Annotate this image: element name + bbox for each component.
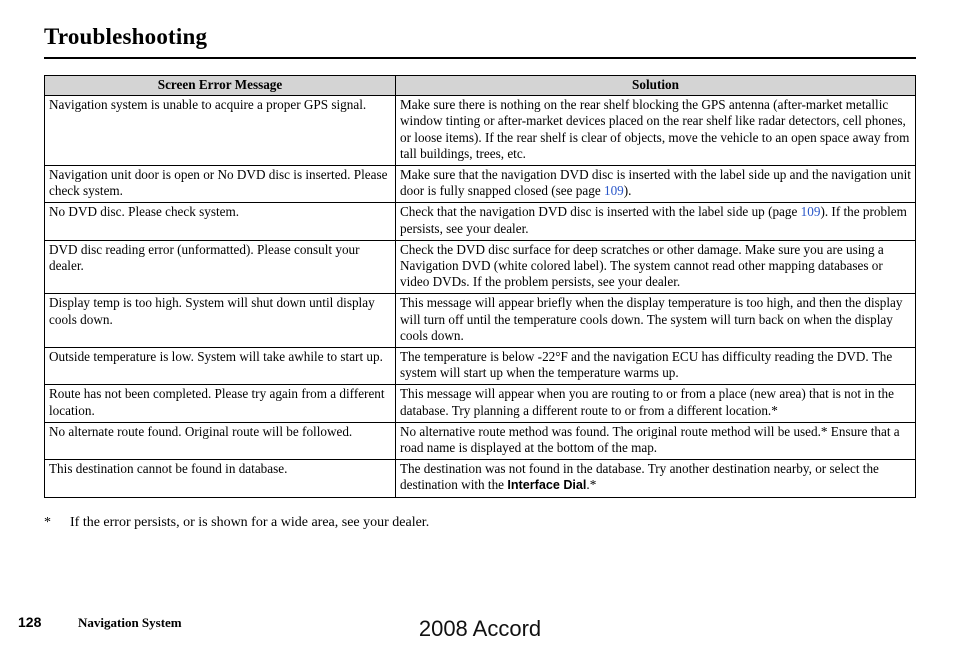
table-row (45, 240, 916, 294)
solution-text: Check that the navigation DVD disc is inserted with the label side up (page (400, 204, 801, 220)
solution-cell: Check the DVD disc surface for deep scratches or other damage. Make sure you are using a Navigation DVD (white colored label). The system cannot read other mapping databases or video DVDs. If the problem persists, see your dealer. (396, 240, 916, 294)
page-reference-link[interactable]: 109 (603, 183, 624, 199)
solution-cell: No alternative route method was found. The original route method will be used.* Ensure that a road name is displayed at the bottom of the map. (396, 422, 916, 459)
table-row (45, 203, 916, 240)
table-row (45, 385, 916, 422)
watermark: 2008 Accord (418, 616, 542, 641)
solution-text-end: ). (623, 183, 632, 199)
solution-cell: This message will appear when you are routing to or from a place (new area) that is not in the database. Try planning a different route to or from a different location.* (396, 385, 916, 422)
table-header-row (45, 76, 916, 96)
header-solution: Solution (396, 76, 916, 96)
section-name: Navigation System (78, 615, 182, 630)
error-message-cell: Navigation unit door is open or No DVD disc is inserted. Please check system. (45, 166, 396, 203)
error-message-cell: DVD disc reading error (unformatted). Please consult your dealer. (45, 240, 396, 294)
page-title: Troubleshooting (44, 24, 208, 49)
solution-cell (396, 460, 916, 497)
table-row (45, 166, 916, 203)
title-divider (44, 57, 916, 59)
error-message-cell: Display temp is too high. System will shut down until display cools down. (45, 294, 396, 348)
table-row (45, 294, 916, 348)
error-message-cell: No alternate route found. Original route will be followed. (45, 422, 396, 459)
table-row (45, 460, 916, 497)
table-row (45, 348, 916, 385)
solution-text-end: ). If the problem persists, see your dealer. (400, 204, 907, 236)
table-row (45, 422, 916, 459)
footnote (44, 515, 429, 531)
solution-cell (396, 203, 916, 240)
error-message-cell: Outside temperature is low. System will take awhile to start up. (45, 348, 396, 385)
interface-dial-label: Interface Dial (507, 478, 587, 493)
solution-cell: This message will appear briefly when the display temperature is too high, and then the display will turn off until the temperature cools down. The system will turn back on when the display cools down. (396, 294, 916, 348)
error-message-cell: This destination cannot be found in database. (45, 460, 396, 497)
footnote-marker: * (44, 515, 51, 530)
table-row (45, 96, 916, 166)
error-message-cell: Navigation system is unable to acquire a proper GPS signal. (45, 96, 396, 166)
error-message-cell: Route has not been completed. Please try again from a different location. (45, 385, 396, 422)
solution-cell (396, 166, 916, 203)
page-number: 128 (18, 614, 42, 630)
solution-text-end: .* (586, 477, 597, 493)
error-message-cell: No DVD disc. Please check system. (45, 203, 396, 240)
page-reference-link[interactable]: 109 (800, 204, 821, 220)
solution-cell: Make sure there is nothing on the rear shelf blocking the GPS antenna (after-market metallic window tinting or after-market devices placed on the rear shelf like radar detectors, cell phones, or loose items). If the rear shelf is clear of objects, move the vehicle to an open space away from tall buildings, trees, etc. (396, 96, 916, 166)
solution-cell: The temperature is below -22°F and the navigation ECU has difficulty reading the DVD. The system will start up when the temperature warms up. (396, 348, 916, 385)
solution-text: Make sure that the navigation DVD disc is inserted with the label side up and the navigation unit door is fully snapped closed (see page (400, 167, 911, 199)
error-message-table (44, 75, 916, 498)
header-screen-error-message: Screen Error Message (45, 76, 396, 96)
footnote-text: If the error persists, or is shown for a wide area, see your dealer. (70, 515, 430, 530)
solution-text: The destination was not found in the database. Try another destination nearby, or select the destination with the (400, 461, 879, 493)
